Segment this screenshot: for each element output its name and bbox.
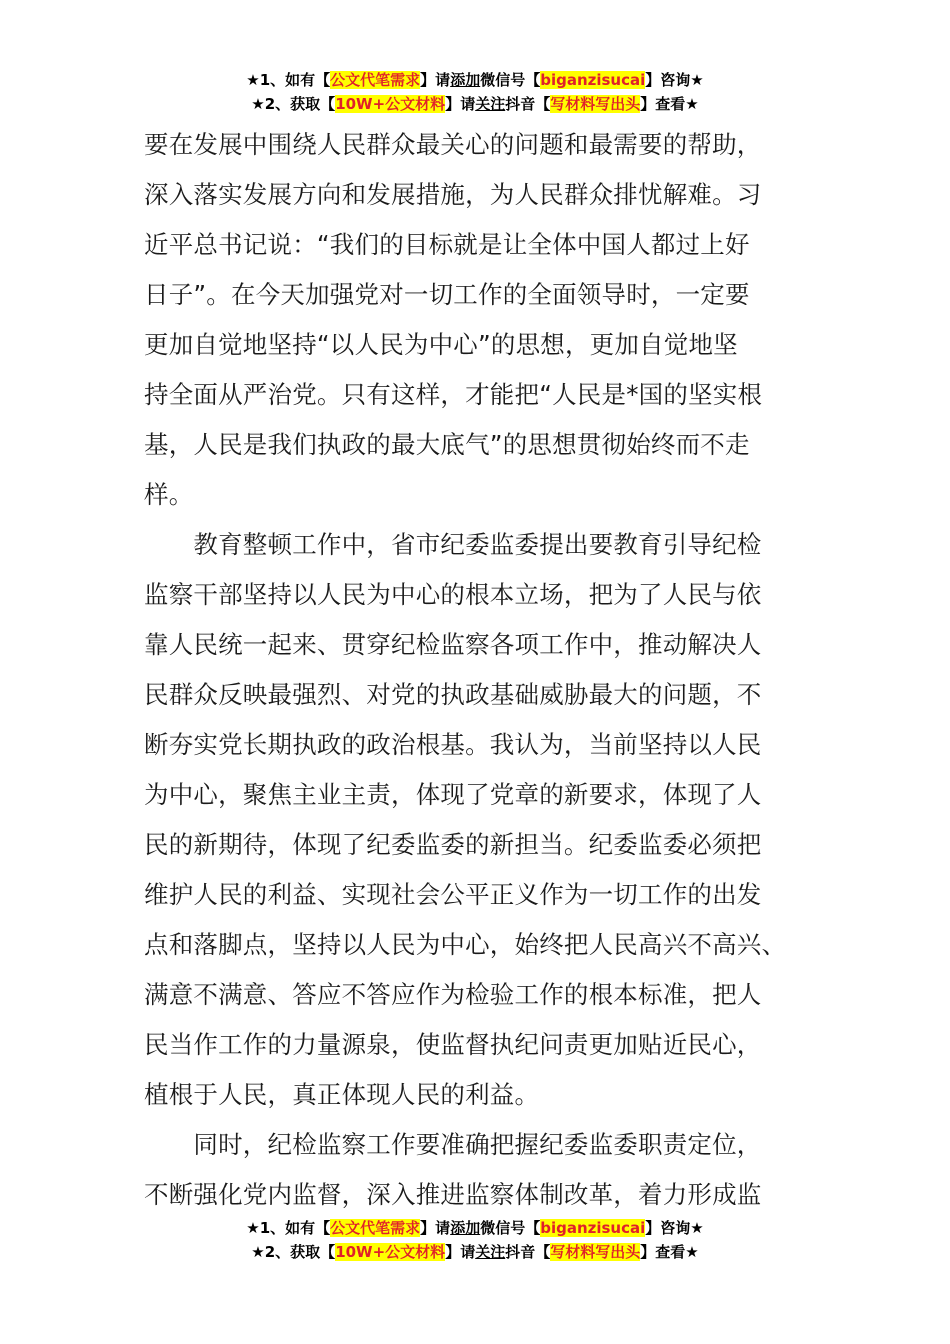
body-line: 不断强化党内监督，深入推进监察体制改革，着力形成监	[144, 1180, 762, 1209]
banner-line-1	[0, 68, 950, 92]
body-line: 基，人民是我们执政的最大底气”的思想贯彻始终而不走	[144, 430, 750, 459]
banner-text: ★1、如有【	[246, 71, 331, 89]
body-line: 满意不满意、答应不答应作为检验工作的根本标准，把人	[144, 980, 762, 1009]
banner-line-2	[0, 92, 950, 116]
banner-highlight: 写材料写出头	[550, 95, 641, 113]
body-line: 民群众反映最强烈、对党的执政基础威胁最大的问题，不	[144, 680, 762, 709]
body-line: 深入落实发展方向和发展措施，为人民群众排忧解难。习	[144, 180, 762, 209]
banner-text: ★1、如有【	[246, 1219, 331, 1237]
banner-highlight: 公文代笔需求	[330, 71, 421, 89]
header-banner	[0, 68, 950, 116]
body-line: 监察干部坚持以人民为中心的根本立场，把为了人民与依	[144, 580, 762, 609]
body-line: 植根于人民，真正体现人民的利益。	[144, 1080, 540, 1109]
banner-text: 】查看★	[640, 95, 699, 113]
body-line: 断夯实党长期执政的政治根基。我认为，当前坚持以人民	[144, 730, 762, 759]
banner-text: 微信号【	[480, 71, 541, 89]
body-line: 样。	[144, 480, 194, 509]
body-line: 教育整顿工作中，省市纪委监委提出要教育引导纪检	[144, 530, 762, 559]
banner-highlight: biganzisucai	[540, 71, 646, 89]
banner-highlight: 10W+公文材料	[335, 1243, 446, 1261]
banner-text: 】查看★	[640, 1243, 699, 1261]
body-line: 要在发展中围绕人民群众最关心的问题和最需要的帮助，	[144, 130, 762, 159]
body-line: 民当作工作的力量源泉，使监督执纪问责更加贴近民心，	[144, 1030, 762, 1059]
body-line: 更加自觉地坚持“以人民为中心”的思想，更加自觉地坚	[144, 330, 738, 359]
banner-text: 微信号【	[480, 1219, 541, 1237]
body-line: 点和落脚点，坚持以人民为中心，始终把人民高兴不高兴、	[144, 930, 787, 959]
banner-text: 】咨询★	[645, 71, 704, 89]
banner-text: 】请	[445, 95, 476, 113]
body-line: 为中心，聚焦主业主责，体现了党章的新要求，体现了人	[144, 780, 762, 809]
banner-line-2	[0, 1240, 950, 1264]
body-line: 日子”。在今天加强党对一切工作的全面领导时，一定要	[144, 280, 750, 309]
banner-underline: 关注	[475, 1243, 506, 1261]
banner-text: ★2、获取【	[251, 1243, 336, 1261]
banner-text: 】请	[445, 1243, 476, 1261]
banner-highlight: 公文代笔需求	[330, 1219, 421, 1237]
footer-banner	[0, 1216, 950, 1264]
banner-highlight: 10W+公文材料	[335, 95, 446, 113]
body-line: 民的新期待，体现了纪委监委的新担当。纪委监委必须把	[144, 830, 762, 859]
banner-line-1	[0, 1216, 950, 1240]
banner-highlight: 写材料写出头	[550, 1243, 641, 1261]
body-line: 维护人民的利益、实现社会公平正义作为一切工作的出发	[144, 880, 762, 909]
banner-underline: 关注	[475, 95, 506, 113]
banner-underline: 添加	[450, 71, 481, 89]
banner-text: 】请	[420, 71, 451, 89]
banner-text: 】请	[420, 1219, 451, 1237]
banner-highlight: biganzisucai	[540, 1219, 646, 1237]
banner-text: ★2、获取【	[251, 95, 336, 113]
body-line: 持全面从严治党。只有这样，才能把“人民是*国的坚实根	[144, 380, 763, 409]
banner-text: 】咨询★	[645, 1219, 704, 1237]
banner-text: 抖音【	[505, 95, 551, 113]
document-body	[144, 120, 804, 1220]
body-line: 靠人民统一起来、贯穿纪检监察各项工作中，推动解决人	[144, 630, 762, 659]
banner-text: 抖音【	[505, 1243, 551, 1261]
body-line: 近平总书记说：“我们的目标就是让全体中国人都过上好	[144, 230, 750, 259]
body-line: 同时，纪检监察工作要准确把握纪委监委职责定位，	[144, 1130, 762, 1159]
banner-underline: 添加	[450, 1219, 481, 1237]
